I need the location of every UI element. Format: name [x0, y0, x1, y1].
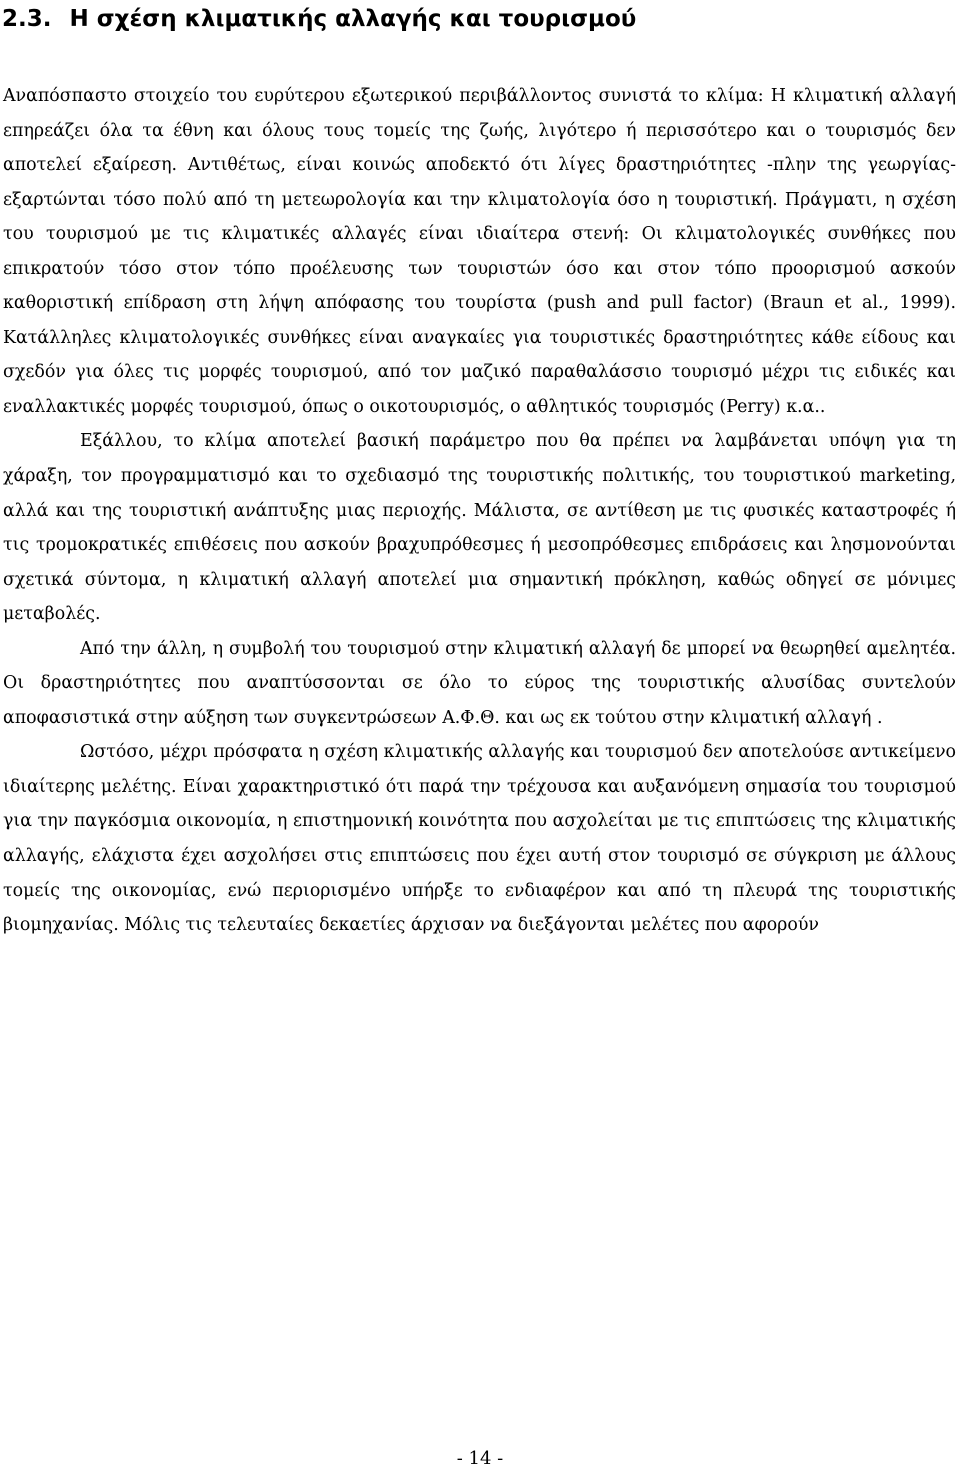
page-number: - 14 -: [456, 1448, 504, 1469]
paragraph-1: Αναπόσπαστο στοιχείο του ευρύτερου εξωτερικού περιβάλλοντος συνιστά το κλίμα: Η κλιματική αλλαγή επηρεάζει όλα τα έθνη και όλους τους τομείς της ζωής, λιγότερο ή περισσότερο και ο τουρισμός δεν αποτελεί εξαίρεση. Αντιθέτως, είναι κοινώς αποδεκτό ότι λίγες δραστηριότητες -πλην της γεωργίας- εξαρτώνται τόσο πολύ από τη μετεωρολογία και την κλιματολογία όσο η τουριστική. Πράγματι, η σχέση του τουρισμού με τις κλιματικές αλλαγές είναι ιδιαίτερα στενή: Οι κλιματολογικές συνθήκες που επικρατούν τόσο στον τόπο προέλευσης των τουριστών όσο και στον τόπο προορισμού ασκούν καθοριστική επίδραση στη λήψη απόφασης του τουρίστα (push and pull factor) (Braun et al., 1999). Κατάλληλες κλιματολογικές συνθήκες είναι αναγκαίες για τουριστικές δραστηριότητες κάθε είδους και σχεδόν για όλες τις μορφές τουρισμού, από τον μαζικό παραθαλάσσιο τουρισμό μέχρι τις ειδικές και εναλλακτικές μορφές τουρισμού, όπως ο οικοτουρισμός, ο αθλητικός τουρισμός (Perry) κ.α..: [3, 86, 956, 417]
paragraph-3: Από την άλλη, η συμβολή του τουρισμού στην κλιματική αλλαγή δε μπορεί να θεωρηθεί αμελητέα. Οι δραστηριότητες που αναπτύσσονται σε όλο το εύρος της τουριστικής αλυσίδας συντελούν αποφασιστικά στην αύξηση των συγκεντρώσεων Α.Φ.Θ. και ως εκ τούτου στην κλιματική αλλαγή .: [3, 638, 956, 728]
section-title: Η σχέση κλιματικής αλλαγής και τουρισμού: [69, 6, 637, 32]
section-heading: [2, 2, 636, 36]
paragraph-2: Εξάλλου, το κλίμα αποτελεί βασική παράμετρο που θα πρέπει να λαμβάνεται υπόψη για τη χάραξη, τον προγραμματισμό και το σχεδιασμό της τουριστικής πολιτικής, του τουριστικού marketing, αλλά και της τουριστική ανάπτυξης μιας περιοχής. Μάλιστα, σε αντίθεση με τις φυσικές καταστροφές ή τις τρομοκρατικές επιθέσεις που ασκούν βραχυπρόθεσμες ή μεσοπρόθεσμες επιδράσεις και λησμονούνται σχετικά σύντομα, η κλιματική αλλαγή αποτελεί μια σημαντική πρόκληση, καθώς οδηγεί σε μόνιμες μεταβολές.: [3, 431, 956, 625]
body-text: [3, 79, 956, 943]
paragraph-4: Ωστόσο, μέχρι πρόσφατα η σχέση κλιματικής αλλαγής και τουρισμού δεν αποτελούσε αντικείμενο ιδιαίτερης μελέτης. Είναι χαρακτηριστικό ότι παρά την τρέχουσα και αυξανόμενη σημασία του τουρισμού για την παγκόσμια οικονομία, η επιστημονική κοινότητα που ασχολείται με τις επιπτώσεις της κλιματικής αλλαγής, ελάχιστα έχει ασχολήσει στις επιπτώσεις που έχει αυτή στον τουρισμό σε σύγκριση με άλλους τομείς της οικονομίας, ενώ περιορισμένο υπήρξε το ενδιαφέρον και από τη πλευρά της τουριστικής βιομηχανίας. Μόλις τις τελευταίες δεκαετίες άρχισαν να διεξάγονται μελέτες που αφορούν: [3, 742, 956, 936]
section-number: 2.3.: [2, 6, 52, 32]
